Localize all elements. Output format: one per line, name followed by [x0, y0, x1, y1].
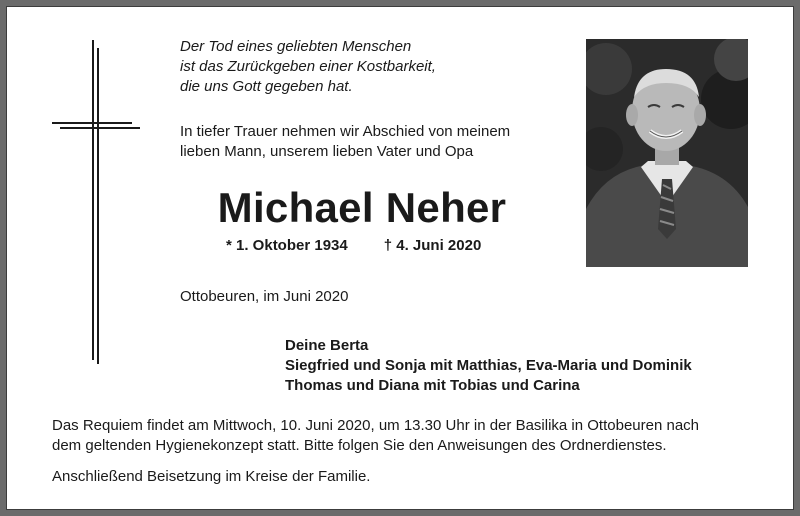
cross-vertical-bar-inner [97, 48, 99, 364]
verse-line: Der Tod eines geliebten Menschen [180, 38, 412, 55]
requiem-line: Das Requiem findet am Mittwoch, 10. Juni 2020, um 13.30 Uhr in der Basilika in Ottobeuren nach [52, 417, 700, 434]
burial-info: Anschließend Beisetzung im Kreise der Familie. [52, 468, 371, 485]
cross-horizontal-bar [52, 122, 132, 124]
cross-horizontal-bar-inner [60, 127, 140, 129]
birth-date: * 1. Oktober 1934 [226, 237, 348, 254]
requiem-info [52, 416, 762, 456]
memorial-verse [180, 37, 436, 97]
portrait-image [586, 39, 748, 267]
verse-line: die uns Gott gegeben hat. [180, 78, 353, 95]
requiem-line: dem geltenden Hygienekonzept statt. Bitte folgen Sie den Anweisungen des Ordnerdienstes. [52, 437, 667, 454]
life-dates [226, 236, 481, 256]
death-date: † 4. Juni 2020 [383, 237, 482, 254]
cross-vertical-bar [92, 40, 94, 360]
intro-line: In tiefer Trauer nehmen wir Abschied von meinem [180, 123, 511, 140]
place-and-date: Ottobeuren, im Juni 2020 [180, 288, 349, 305]
intro-line: lieben Mann, unserem lieben Vater und Opa [180, 143, 474, 160]
mourner-line: Siegfried und Sonja mit Matthias, Eva-Maria und Dominik [285, 357, 692, 374]
portrait-photo [586, 39, 748, 267]
deceased-name: Michael Neher [217, 184, 507, 231]
mourners-list [285, 336, 692, 396]
mourner-line: Thomas und Diana mit Tobias und Carina [285, 377, 580, 394]
verse-line: ist das Zurückgeben einer Kostbarkeit, [180, 58, 436, 75]
intro-text [180, 122, 510, 162]
mourner-line: Deine Berta [285, 337, 369, 354]
